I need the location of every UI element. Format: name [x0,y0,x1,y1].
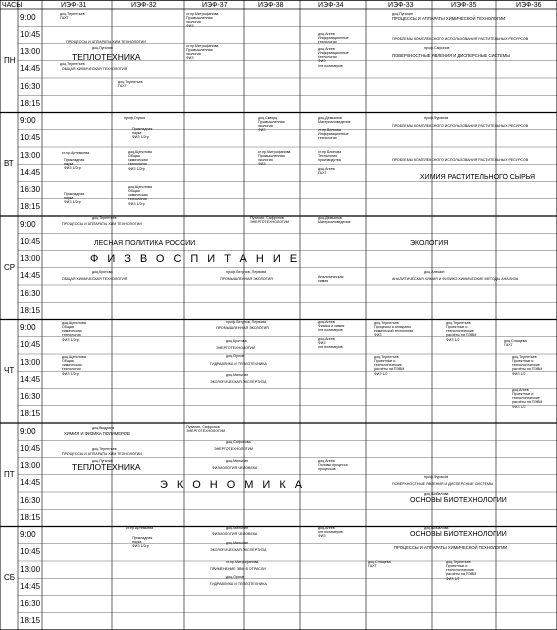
group-header: ИЭФ-35 [451,2,477,9]
schedule-entry: доц.Пугалин [392,12,413,16]
schedule-entry: Прикладная наука ФИЗ 1/2гр [132,536,153,549]
schedule-entry: доц.Выдрина [92,426,115,430]
schedule-entry: ст.пр.Митрофанова Промышленная экология ФИЗ [258,150,291,167]
time-label: 18:15 [20,202,41,212]
schedule-entry: Прикладная наука ФИЗ 1/2гр [132,127,153,140]
schedule-entry: ПРОМЫШЛЕННАЯ ЭКОЛОГИЯ [220,277,273,281]
time-label: 10:45 [20,443,41,453]
schedule-entry: доц.Щепотова Общая химическая технология ФИЗ 1/2гр [62,321,86,342]
schedule-entry: ГИДРАВЛИКА И ТЕПЛОТЕХНИКА [210,582,267,586]
schedule-entry: доц.Кротова [92,270,113,274]
schedule-entry: ст.пр.Митрофанова [226,560,259,564]
schedule-entry: доц.Терентьев [60,62,85,66]
time-label: 16:30 [20,288,41,298]
schedule-entry: доц.Терентьев Процессы и аппараты химической технологии ФИЗ [374,321,414,338]
time-label: 10:45 [20,547,41,557]
schedule-entry: доц.Слащева ГАХТ [368,560,391,569]
schedule-entry: ст.пр.Артемьева [126,526,154,530]
time-label: 13:00 [20,357,41,367]
day-label: ПН [4,55,16,65]
time-label: 10:45 [20,340,41,350]
schedule-entry: доц.Терентьев ГАХТ [60,12,85,21]
schedule-entry: доц.Агеев ФИЗ онт.полимеров [318,337,343,350]
schedule-entry: доц.Демьянов Материаловедение [318,216,351,225]
schedule-entry: ХИМИЯ И ФИЗИКА ПОЛИМЕРОВ [64,431,130,436]
time-label: 18:15 [20,616,41,626]
schedule-entry: ГИДРАВЛИКА И ТЕПЛОТЕХНИКА [210,362,267,366]
schedule-entry: доц.Пугалин [92,459,113,463]
schedule-entry: доц.Терентьев [92,216,117,220]
schedule-entry: доц.Агеев онт.полимеров ФИЗ [318,526,343,539]
time-label: 9:00 [20,116,36,126]
schedule-entry: ОБЩАЯ ХИМИЧЕСКАЯ ТЕХНОЛОГИЯ [62,67,128,71]
schedule-entry: Путилин, Сафронов ЭНЕРГОТЕХНОЛОГИИ [250,216,290,225]
schedule-entry: ЭКОЛОГИЯ [410,240,449,247]
schedule-entry: доц.Терентьев Проектные и технологические расчёты на ПЭВМ ФИЗ 1/2 [512,355,543,376]
schedule-entry: доц.Мильнин [226,373,249,377]
schedule-entry: ФИЗИОЛОГИЯ ЧЕЛОВЕКА [212,466,258,470]
schedule-entry: ст.пр.Волкова Информационные технологии [318,128,349,141]
schedule-entry: ТЕПЛОТЕХНИКА [72,52,141,62]
schedule-entry: ЭНЕРГОТЕХНОЛОГИИ [216,346,256,350]
schedule-entry: доц.Терентьев Проектные и технологические расчёты на ПЭВМ ФИЗ 1/2 [446,321,477,342]
time-label: 13:00 [20,150,41,160]
group-header: ИЭФ-36 [516,2,542,9]
schedule-entry: АНАЛИТИЧЕСКАЯ ХИМИЯ И ФИЗИКО-ХИМИЧЕСКИЕ МЕТОДЫ АНАЛИЗА [392,277,519,281]
time-label: 14:45 [20,478,41,488]
schedule-entry: доц.Мильнин [226,541,249,545]
schedule-entry: доц.Орлов [226,354,244,358]
schedule-entry: ПОВЕРХНОСТНЫЕ ЯВЛЕНИЯ И ДИСПЕРСНЫЕ СИСТЕМЫ [392,482,494,486]
time-label: 13:00 [20,254,41,264]
time-label: 16:30 [20,81,41,91]
time-label: 14:45 [20,271,41,281]
schedule-entry: проф.Фурасов [424,475,449,479]
hours-header: ЧАСЫ [2,2,23,9]
schedule-entry: доц.Терентьев ГАХТ [118,80,143,89]
time-label: 18:15 [20,98,41,108]
schedule-entry: ст.пр.Митрофанова Промышленная экология ФИЗ [186,44,219,61]
time-label: 9:00 [20,530,36,540]
schedule-entry: ФИЗВОСПИТАНИЕ [90,253,307,265]
schedule-entry: ХИМИЯ РАСТИТЕЛЬНОГО СЫРЬЯ [420,174,536,181]
time-label: 14:45 [20,64,41,74]
schedule-entry: ОСНОВЫ БИОТЕХНОЛОГИИ [410,497,507,504]
schedule-entry: Прикладная наука ФИЗ 1/2гр [64,158,85,171]
time-label: 10:45 [20,236,41,246]
schedule-entry: проф.Литунов, Первова [226,320,266,324]
schedule-entry: ФИЗИОЛОГИЯ ЧЕЛОВЕКА [212,532,258,536]
schedule-entry: доц.Мильнин [226,526,249,530]
schedule-entry: ПОВЕРХНОСТНЫЕ ЯВЛЕНИЯ И ДИСПЕРСНЫЕ СИСТЕМЫ [392,53,510,58]
day-label: ВТ [4,159,14,169]
schedule-entry: доц.Агеев ГАХТ [318,167,335,176]
time-label: 9:00 [20,12,36,22]
schedule-entry: ТЕПЛОТЕХНИКА [72,462,141,472]
schedule-entry: доц.Щепотова Общая химическая технология ФИЗ 1/2гр [128,150,152,171]
schedule-entry: доц.Демьянов Материаловедение [318,116,351,125]
time-label: 9:00 [20,426,36,436]
schedule-entry: доц.Терентьев Проектные и технологические расчёты на ПЭВМ ФИЗ 1/2 [446,560,477,581]
schedule-entry: ПРОЦЕССЫ И АППАРАТЫ ХИМИЧЕСКОЙ ТЕХНОЛОГИИ [392,16,506,21]
time-label: 13:00 [20,47,41,57]
time-label: 16:30 [20,185,41,195]
schedule-entry: ЭКОЛОГИЧЕСКАЯ ЭКСПЕРТИЗА [210,548,267,552]
time-label: 18:15 [20,305,41,315]
schedule-entry: проф.Фурасов [424,116,449,120]
time-label: 16:30 [20,392,41,402]
schedule-entry: ПРОБЛЕМЫ КОМПЛЕКСНОГО ИСПОЛЬЗОВАНИЯ РАСТИТЕЛЬНЫХ РЕСУРСОВ [392,37,529,41]
group-header: ИЭФ-32 [131,2,157,9]
time-label: 16:30 [20,599,41,609]
schedule-entry: ПРОЦЕССЫ И АППАРАТЫ ХИМ ТЕХНОЛОГИИ [66,40,146,44]
schedule-entry: проф.Глухих [124,116,146,120]
schedule-entry: доц.Алешин [424,270,445,274]
time-label: 10:45 [20,29,41,39]
schedule-entry: доц.Агеев Проектные и технологические расчёты на ПЭВМ ФИЗ 1/2 [512,388,543,409]
schedule-entry: доц.Щепотова Общая химическая технология ФИЗ 1/2гр [62,355,86,376]
schedule-entry: доц.Орлов [226,575,244,579]
schedule-entry: доц.Скворц Промышленная экология ФИЗ [258,116,285,133]
schedule-entry: проф.Литунов, Первова [226,270,266,274]
time-label: 14:45 [20,167,41,177]
schedule-entry: ПРОБЛЕМЫ КОМПЛЕКСНОГО ИСПОЛЬЗОВАНИЯ РАСТИТЕЛЬНЫХ РЕСУРСОВ [392,124,529,128]
day-label: СБ [4,573,16,583]
time-label: 18:15 [20,512,41,522]
schedule-entry: доц.Агеев Основы процесса процессов [318,459,348,472]
schedule-entry: доц.Терентьев [92,447,117,451]
group-header: ИЭФ-34 [318,2,344,9]
schedule-entry: доц.Щепотова Общая химическая технология ФИЗ 1/2гр [128,185,152,206]
time-label: 14:45 [20,581,41,591]
schedule-entry: ОСНОВЫ БИОТЕХНОЛОГИИ [410,531,507,538]
schedule-entry: доц.Кротова [226,339,247,343]
schedule-entry: ЭКОЛОГИЧЕСКАЯ ЭКСПЕРТИЗА [210,380,267,384]
schedule-entry: ПРОБЛЕМЫ КОМПЛЕКСНОГО ИСПОЛЬЗОВАНИЯ РАСТИТЕЛЬНЫХ РЕСУРСОВ [392,158,529,162]
schedule-entry: проф.Сафонов [424,46,450,50]
schedule-entry: ЛЕСНАЯ ПОЛИТИКА РОССИИ [94,240,196,247]
schedule-entry: ПРОЦЕССЫ И АППАРАТЫ ХИМ ТЕХНОЛОГИИ [62,452,142,456]
time-label: 10:45 [20,133,41,143]
time-label: 18:15 [20,409,41,419]
day-label: СР [4,262,16,272]
schedule-entry: ОБЩАЯ ХИМИЧЕСКАЯ ТЕХНОЛОГИЯ [62,277,128,281]
schedule-entry: доц.Агеев Физика и химия онт.полимеров [318,320,345,333]
time-label: 13:00 [20,564,41,574]
time-label: 16:30 [20,495,41,505]
schedule-entry: ст.пр.Митрофанова Промышленная экология ФИЗ [186,12,219,29]
schedule-entry: ПРИМЕНЕНИЕ ЭВМ В ОТРАСЛИ [210,567,266,571]
group-header: ИЭФ-31 [61,2,87,9]
schedule-entry: Аналитическая химия [318,275,344,284]
schedule-entry: ст.пр.Артемьева [62,151,90,155]
day-label: ЧТ [4,366,15,376]
schedule-entry: ПРОЦЕССЫ И АППАРАТЫ ХИМ ТЕХНОЛОГИИ [62,222,142,226]
group-header: ИЭФ-37 [202,2,228,9]
schedule-entry: ст.пр.Блинова Технология производства [318,150,342,163]
time-label: 9:00 [20,323,36,333]
schedule-entry: Прикладная наука ФИЗ 1/2гр [64,192,85,205]
schedule-entry: доц.Сафонова [226,440,251,444]
schedule-entry: доц.Пугалин [92,46,113,50]
day-label: ПТ [4,469,15,479]
schedule-entry: доц.Мильнин [226,459,249,463]
schedule-entry: ЭКОНОМИКА [160,479,312,491]
schedule-entry: ПРОМЫШЛЕННАЯ ЭКОЛОГИЯ [216,326,269,330]
schedule-entry: доц.Агеев Информационные технологии [318,32,349,45]
group-header: ИЭФ-33 [388,2,414,9]
schedule-entry: доц.Терентьев Проектные и технологические расчёты на ПЭВМ ФИЗ 1/2 [374,355,405,376]
time-label: 14:45 [20,374,41,384]
schedule-entry: доц.Слащева ГАХТ [504,339,527,348]
group-header: ИЭФ-38 [258,2,284,9]
schedule-entry: ЭНЕРГОТЕХНОЛОГИИ [214,447,254,451]
schedule-entry: доц.Агеев Информационные технологии ФИЗ онт.полимеров [318,47,349,68]
schedule-entry: ПРОЦЕССЫ И АППАРАТЫ ХИМИЧЕСКОЙ ТЕХНОЛОГИИ [394,545,508,550]
time-label: 13:00 [20,461,41,471]
schedule-entry: доц.Шибалова [424,492,449,496]
schedule-entry: доц.Шибалова [424,526,449,530]
schedule-entry: Путилин, Сафронов ЭНЕРГОТЕХНОЛОГИИ [186,425,226,434]
time-label: 9:00 [20,219,36,229]
